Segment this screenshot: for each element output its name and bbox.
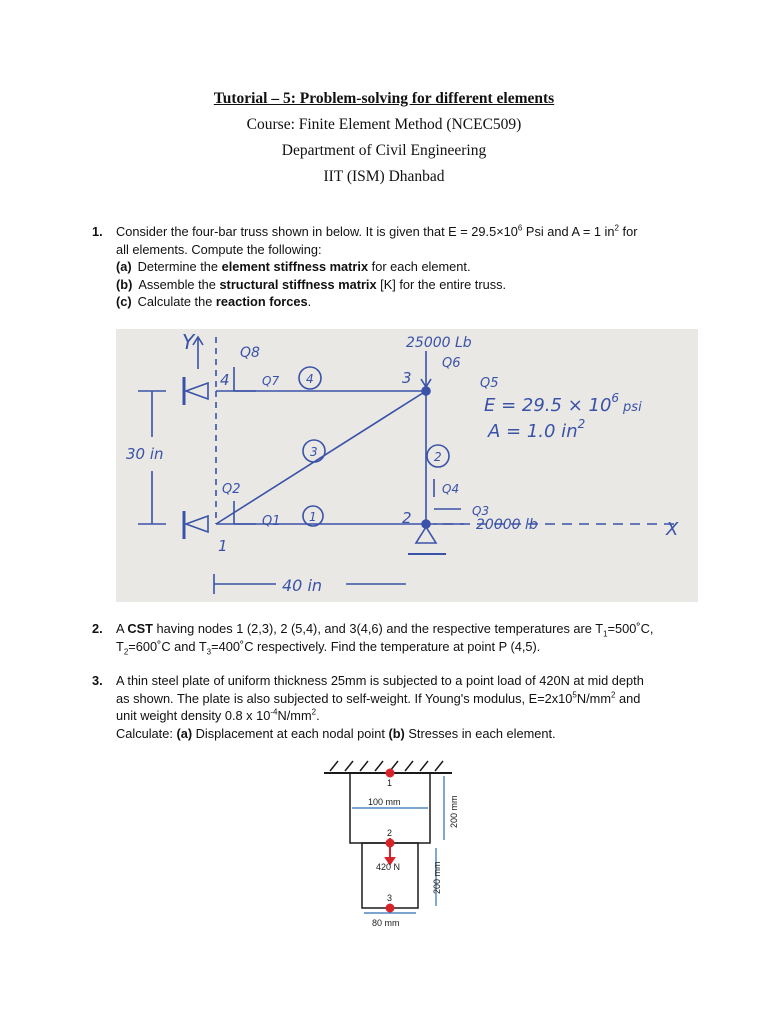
dof-q5: Q5	[480, 376, 499, 391]
width-dimension: 40 in	[282, 576, 323, 595]
modulus-note: $E = 29.5 \times 10^6_{psi}$	[484, 391, 642, 416]
node-3-label: 3	[402, 369, 412, 387]
node-2-label: 2	[402, 509, 412, 527]
y-axis-label: Y	[182, 330, 195, 354]
department-line: Department of Civil Engineering	[281, 142, 487, 159]
q2-line1: A CST having nodes 1 (2,3), 2 (5,4), and 3(4,6) and the respective temperatures are $T_1=500˚C$,	[116, 621, 654, 639]
height-dimension: 30 in	[126, 445, 164, 463]
bottom-width-label: 80 mm	[372, 918, 400, 928]
q1-part-c: (c) Calculate the reaction forces.	[116, 294, 312, 309]
dof-q3: Q3	[472, 504, 490, 518]
top-height-label: 200 mm	[449, 795, 459, 828]
plate-node-1: 1	[387, 778, 393, 788]
q3-line4: Calculate: (a) Displacement at each nodal point (b) Stresses in each element.	[116, 725, 556, 741]
q2-line2: $T_2=600˚C$ and $T_3=400˚C$ respectively. Find the temperature at point P (4,5).	[116, 638, 541, 657]
dof-q7: Q7	[262, 374, 280, 388]
node-3-marker	[387, 905, 394, 912]
dof-q6: Q6	[442, 356, 461, 371]
truss-sketch-photo	[116, 329, 698, 602]
question-number: 2.	[92, 621, 103, 636]
node-2-marker	[387, 840, 394, 847]
institute-line: IIT (ISM) Dhanbad	[323, 168, 445, 185]
element-2-label: 2	[434, 450, 442, 464]
dof-q1: Q1	[262, 514, 281, 529]
plate-node-2: 2	[387, 828, 393, 838]
question-number: 1.	[92, 224, 103, 239]
vertical-load-label: 25000 Lb	[406, 335, 472, 351]
dof-q4: Q4	[442, 482, 460, 496]
document-header	[0, 86, 768, 190]
node-3-marker	[422, 387, 430, 395]
stepped-plate-diagram	[310, 758, 470, 933]
q1-part-b: (b) Assemble the structural stiffness matrix [K] for the entire truss.	[116, 276, 507, 292]
horizontal-load-label: 20000 lb	[476, 517, 538, 533]
element-3-label: 3	[310, 445, 318, 459]
dof-q8: Q8	[240, 345, 260, 361]
node-4-label: 4	[220, 371, 230, 389]
tutorial-title: Tutorial – 5: Problem-solving for different elements	[213, 90, 555, 107]
question-3	[92, 672, 682, 742]
node-1-label: 1	[218, 537, 228, 555]
question-2	[92, 620, 682, 655]
q1-intro: Consider the four-bar truss shown in below. It is given that $E = 29.5\times 10^6$ Psi and A = 1 $in^2$ for	[116, 223, 638, 239]
q1-part-a: (a) Determine the element stiffness matrix for each element.	[116, 259, 471, 274]
course-line: Course: Finite Element Method (NCEC509)	[246, 116, 522, 133]
load-label: 420 N	[376, 862, 401, 872]
element-1-label: 1	[309, 510, 317, 524]
q1-intro-line2: all elements. Compute the following:	[116, 241, 322, 257]
element-4-label: 4	[306, 372, 314, 386]
dof-q2: Q2	[222, 482, 241, 497]
q3-line2: as shown. The plate is also subjected to self-weight. If Young's modulus, $E=2x10^5N/mm^2$ and	[116, 690, 641, 706]
plate-node-3: 3	[387, 893, 393, 903]
node-2-marker	[422, 520, 430, 528]
area-note: A = 1.0 $in^2$	[488, 417, 586, 442]
q3-line1: A thin steel plate of uniform thickness 25mm is subjected to a point load of 420N at mid depth	[116, 673, 644, 688]
q3-line3: unit weight density 0.8 x $10^{-4}N/mm^2$.	[116, 707, 320, 723]
node-1-marker	[387, 770, 394, 777]
question-1	[92, 223, 682, 311]
x-axis-label: X	[666, 519, 679, 540]
bottom-height-label: 200 mm	[432, 861, 442, 894]
top-width-label: 100 mm	[368, 797, 401, 807]
question-number: 3.	[92, 673, 103, 688]
